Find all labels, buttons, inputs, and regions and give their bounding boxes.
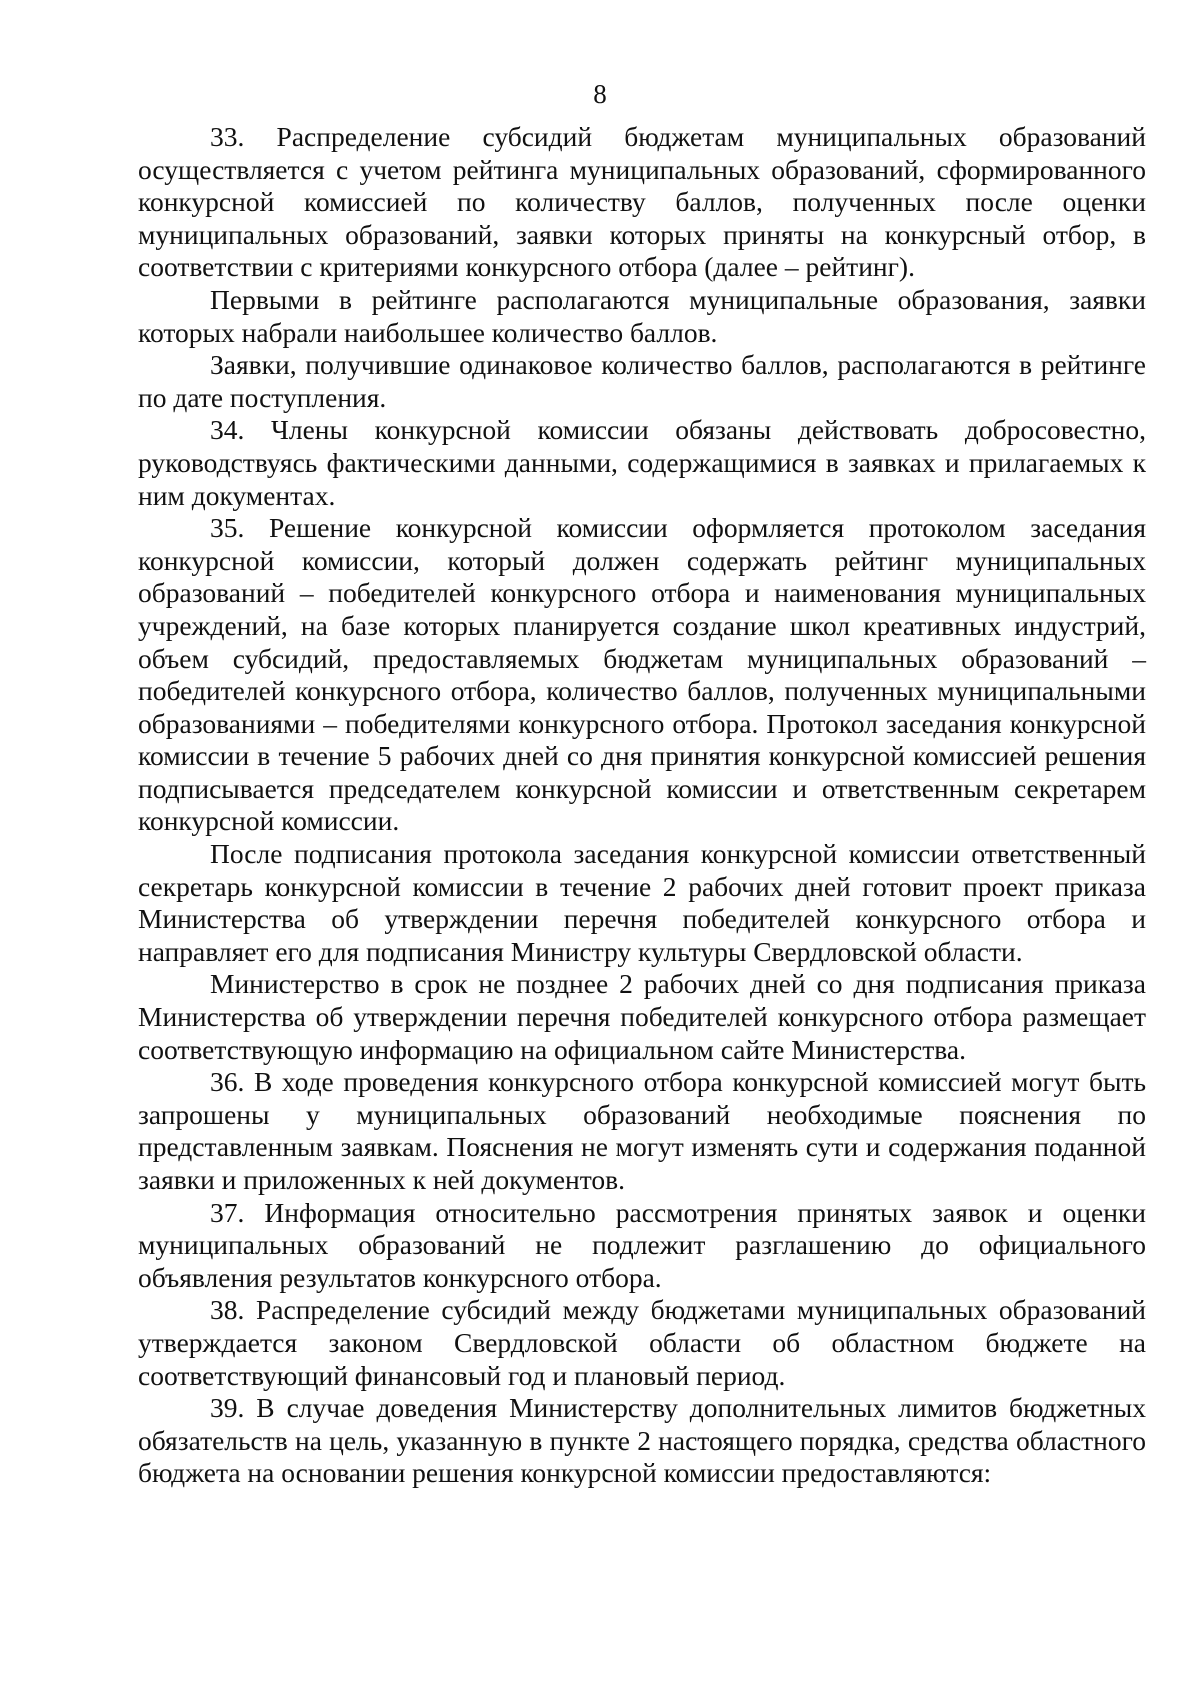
- page-number: 8: [593, 79, 607, 109]
- paragraph-38: 38. Распределение субсидий между бюджетами муниципальных образований утверждается законом Свердловской области об областном бюджете на соответствующий финансовый год и плановый период.: [138, 1294, 1146, 1391]
- paragraph-rating-order: Первыми в рейтинге располагаются муниципальные образования, заявки которых набрали наибольшее количество баллов.: [138, 283, 1146, 348]
- paragraph-33: 33. Распределение субсидий бюджетам муниципальных образований осуществляется с учетом рейтинга муниципальных образований, сформированного конкурсной комиссией по количеству баллов, полученных после оценки муниципальных образований, заявки которых приняты на конкурсный отбор, в соответствии с критериями конкурсного отбора (далее – рейтинг).: [138, 121, 1146, 283]
- paragraph-after-signing: После подписания протокола заседания конкурсной комиссии ответственный секретарь конкурсной комиссии в течение 2 рабочих дней готовит проект приказа Министерства об утверждении перечня победителей конкурсного отбора и направляет его для подписания Министру культуры Свердловской области.: [138, 838, 1146, 967]
- paragraph-35: 35. Решение конкурсной комиссии оформляется протоколом заседания конкурсной комиссии, который должен содержать рейтинг муниципальных образований – победителей конкурсного отбора и наименования муниципальных учреждений, на базе которых планируется создание школ креативных индустрий, объем субсидий, предоставляемых бюджетам муниципальных образований – победителей конкурсного отбора, количество баллов, полученных муниципальными образованиями – победителями конкурсного отбора. Протокол заседания конкурсной комиссии в течение 5 рабочих дней со дня принятия конкурсной комиссией решения подписывается председателем конкурсной комиссии и ответственным секретарем конкурсной комиссии.: [138, 512, 1146, 837]
- paragraph-39: 39. В случае доведения Министерству дополнительных лимитов бюджетных обязательств на цель, указанную в пункте 2 настоящего порядка, средства областного бюджета на основании решения конкурсной комиссии предоставляются:: [138, 1392, 1146, 1489]
- paragraph-37: 37. Информация относительно рассмотрения принятых заявок и оценки муниципальных образований не подлежит разглашению до официального объявления результатов конкурсного отбора.: [138, 1196, 1146, 1293]
- paragraph-equal-scores: Заявки, получившие одинаковое количество баллов, располагаются в рейтинге по дате поступления.: [138, 349, 1146, 413]
- paragraph-34: 34. Члены конкурсной комиссии обязаны действовать добросовестно, руководствуясь фактическими данными, содержащимися в заявках и прилагаемых к ним документах.: [138, 414, 1146, 511]
- paragraph-ministry-publication: Министерство в срок не позднее 2 рабочих дней со дня подписания приказа Министерства об утверждении перечня победителей конкурсного отбора размещает соответствующую информацию на официальном сайте Министерства.: [138, 968, 1146, 1065]
- document-body: [138, 121, 1146, 1490]
- paragraph-36: 36. В ходе проведения конкурсного отбора конкурсной комиссией могут быть запрошены у муниципальных образований необходимые пояснения по представленным заявкам. Пояснения не могут изменять сути и содержания поданной заявки и приложенных к ней документов.: [138, 1066, 1146, 1195]
